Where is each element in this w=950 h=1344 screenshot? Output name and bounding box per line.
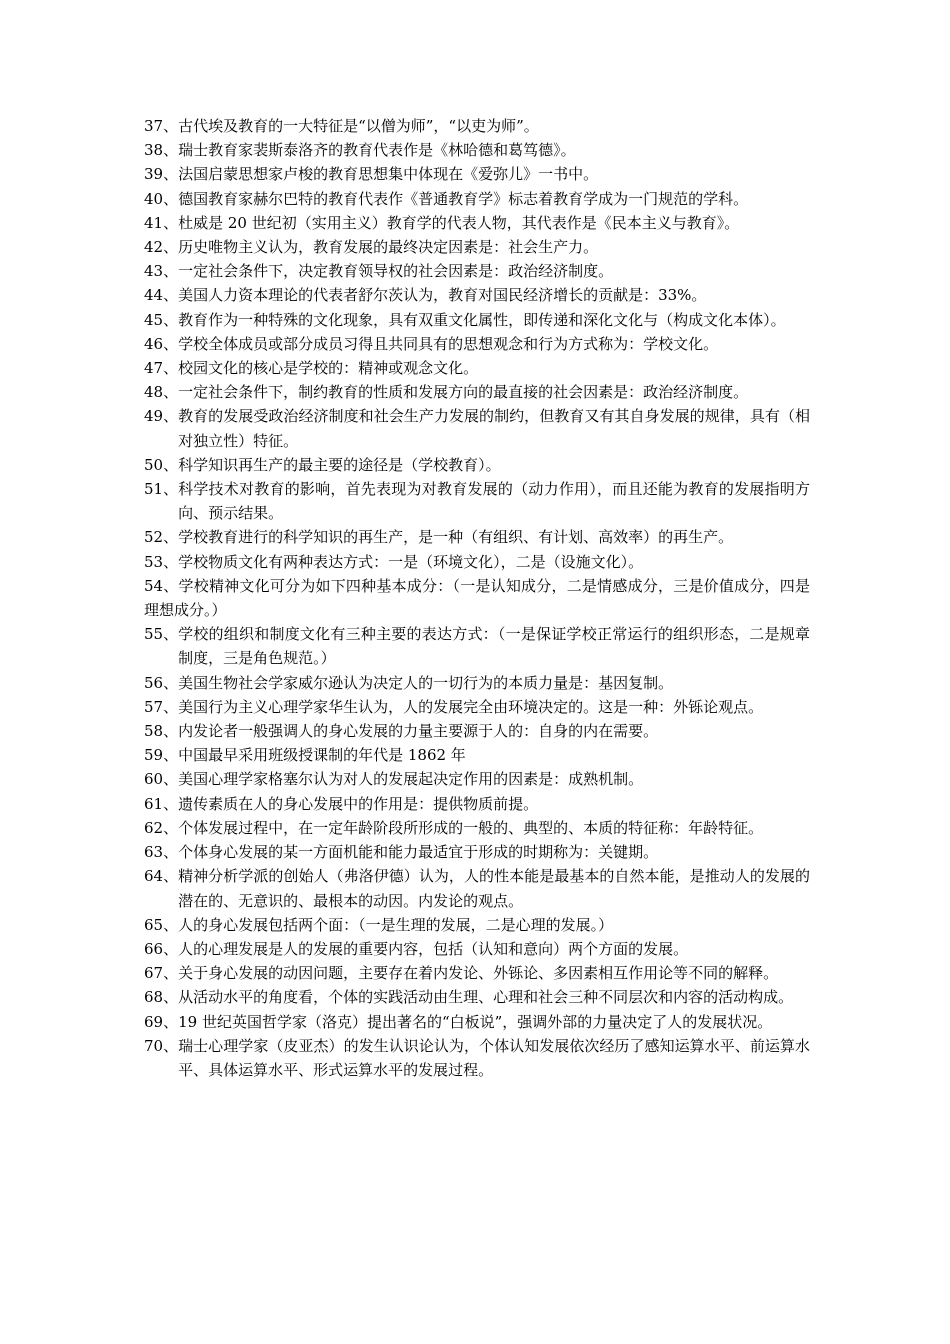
item-text: 从活动水平的角度看，个体的实践活动由生理、心理和社会三种不同层次和内容的活动构成。 [178,988,794,1007]
list-item [144,114,810,138]
item-number: 42、 [144,238,179,257]
item-text: 人的心理发展是人的发展的重要内容，包括（认知和意向）两个方面的发展。 [178,939,689,958]
item-text: 个体发展过程中，在一定年龄阶段所形成的一般的、典型的、本质的特征称：年龄特征。 [178,818,764,837]
item-text: 精神分析学派的创始人（弗洛伊德）认为，人的性本能是最基本的自然本能，是推动人的发展的潜在的、无意识的、最根本的动因。内发论的观点。 [178,867,810,910]
item-text: 杜威是 20 世纪初（实用主义）教育学的代表人物，其代表作是《民本主义与教育》。 [178,213,740,232]
list-item [144,695,810,719]
list-item [144,138,810,162]
list-item [144,671,810,695]
item-number: 63、 [144,843,179,862]
item-text: 一定社会条件下，决定教育领导权的社会因素是：政治经济制度。 [178,262,614,281]
item-text: 美国行为主义心理学家华生认为，人的发展完全由环境决定的。这是一种：外铄论观点。 [178,697,764,716]
item-text: 古代埃及教育的一大特征是“以僧为师”，“以吏为师”。 [178,117,539,135]
list-item [144,308,810,332]
item-text: 历史唯物主义认为，教育发展的最终决定因素是：社会生产力。 [178,238,599,257]
list-item [144,211,810,235]
item-text: 美国生物社会学家威尔逊认为决定人的一切行为的本质力量是：基因复制。 [178,673,674,692]
item-number: 46、 [144,334,179,353]
item-text: 科学技术对教育的影响，首先表现为对教育发展的（动力作用），而且还能为教育的发展指明方向、预示结果。 [178,480,810,523]
list-item [144,404,810,452]
list-item [144,743,810,767]
item-number: 53、 [144,552,179,571]
list-item [144,840,810,864]
item-text: 学校物质文化有两种表达方式：一是（环境文化），二是（设施文化）。 [178,552,644,571]
item-number: 47、 [144,359,179,378]
item-text: 瑞士教育家裴斯泰洛齐的教育代表作是《林哈德和葛笃德》。 [178,141,576,160]
list-item [144,453,810,477]
list-item [144,550,810,574]
item-number: 62、 [144,818,179,837]
list-item [144,622,810,670]
list-item [144,332,810,356]
list-item [144,283,810,307]
item-number: 64、 [144,867,179,886]
item-number: 43、 [144,262,179,281]
list-item [144,913,810,937]
item-number: 60、 [144,770,179,789]
item-text: 19 世纪英国哲学家（洛克）提出著名的“白板说”，强调外部的力量决定了人的发展状况。 [178,1012,773,1031]
list-item [144,816,810,840]
item-number: 44、 [144,286,179,305]
list-item [144,985,810,1009]
document-page [144,114,810,1082]
item-number: 55、 [144,625,179,644]
item-text: 学校精神文化可分为如下四种基本成分：（一是认知成分，二是情感成分，三是价值成分，四是理想成分。） [144,576,810,620]
item-text: 一定社会条件下，制约教育的性质和发展方向的最直接的社会因素是：政治经济制度。 [178,383,749,402]
item-number: 70、 [144,1036,179,1055]
item-text: 教育的发展受政治经济制度和社会生产力发展的制约，但教育又有其自身发展的规律，具有（相对独立性）特征。 [178,407,810,450]
list-item [144,864,810,912]
list-item [144,380,810,404]
list-item [144,1034,810,1082]
item-text: 人的身心发展包括两个面：（一是生理的发展，二是心理的发展。） [178,915,614,934]
item-number: 56、 [144,673,179,692]
item-text: 瑞士心理学家（皮亚杰）的发生认识论认为，个体认知发展依次经历了感知运算水平、前运算水平、具体运算水平、形式运算水平的发展过程。 [178,1036,810,1079]
item-number: 57、 [144,697,179,716]
list-item [144,525,810,549]
item-text: 科学知识再生产的最主要的途径是（学校教育）。 [178,455,501,474]
item-text: 内发论者一般强调人的身心发展的力量主要源于人的：自身的内在需要。 [178,722,659,741]
item-text: 美国人力资本理论的代表者舒尔茨认为，教育对国民经济增长的贡献是：33%。 [178,286,707,305]
item-number: 49、 [144,407,179,426]
item-number: 69、 [144,1012,179,1031]
item-number: 48、 [144,383,179,402]
item-text: 校园文化的核心是学校的：精神或观念文化。 [178,359,479,378]
list-item [144,767,810,791]
item-number: 45、 [144,310,179,329]
item-text: 学校全体成员或部分成员习得且共同具有的思想观念和行为方式称为：学校文化。 [178,334,719,353]
list-item [144,259,810,283]
item-number: 52、 [144,528,179,547]
item-number: 50、 [144,455,179,474]
list-item [144,961,810,985]
item-text: 个体身心发展的某一方面机能和能力最适宜于形成的时期称为：关键期。 [178,843,659,862]
item-number: 38、 [144,141,179,160]
item-number: 68、 [144,988,179,1007]
item-text: 德国教育家赫尔巴特的教育代表作《普通教育学》标志着教育学成为一门规范的学科。 [178,189,749,208]
list-item [144,792,810,816]
list-item [144,574,810,622]
list-item [144,162,810,186]
item-number: 41、 [144,213,179,232]
item-text: 遗传素质在人的身心发展中的作用是：提供物质前提。 [178,794,539,813]
item-number: 39、 [144,165,179,184]
item-number: 67、 [144,964,179,983]
item-number: 58、 [144,722,179,741]
item-text: 法国启蒙思想家卢梭的教育思想集中体现在《爱弥儿》一书中。 [178,165,599,184]
item-number: 40、 [144,189,179,208]
item-text: 学校教育进行的科学知识的再生产，是一种（有组织、有计划、高效率）的再生产。 [178,528,734,547]
item-text: 美国心理学家格塞尔认为对人的发展起决定作用的因素是：成熟机制。 [178,770,644,789]
item-number: 54、 [144,576,179,595]
item-text: 学校的组织和制度文化有三种主要的表达方式：（一是保证学校正常运行的组织形态，二是规章制度，三是角色规范。） [178,625,810,668]
item-number: 65、 [144,915,179,934]
list-item [144,235,810,259]
list-item [144,937,810,961]
item-number: 37、 [144,117,179,135]
list-item [144,187,810,211]
list-item [144,356,810,380]
item-text: 中国最早采用班级授课制的年代是 1862 年 [178,746,466,765]
list-item [144,477,810,525]
item-text: 教育作为一种特殊的文化现象，具有双重文化属性，即传递和深化文化与（构成文化本体）。 [178,310,786,329]
item-number: 66、 [144,939,179,958]
list-item [144,719,810,743]
item-number: 59、 [144,746,179,765]
item-text: 关于身心发展的动因问题，主要存在着内发论、外铄论、多因素相互作用论等不同的解释。 [178,964,779,983]
list-item [144,1010,810,1034]
item-number: 51、 [144,480,179,499]
item-number: 61、 [144,794,179,813]
